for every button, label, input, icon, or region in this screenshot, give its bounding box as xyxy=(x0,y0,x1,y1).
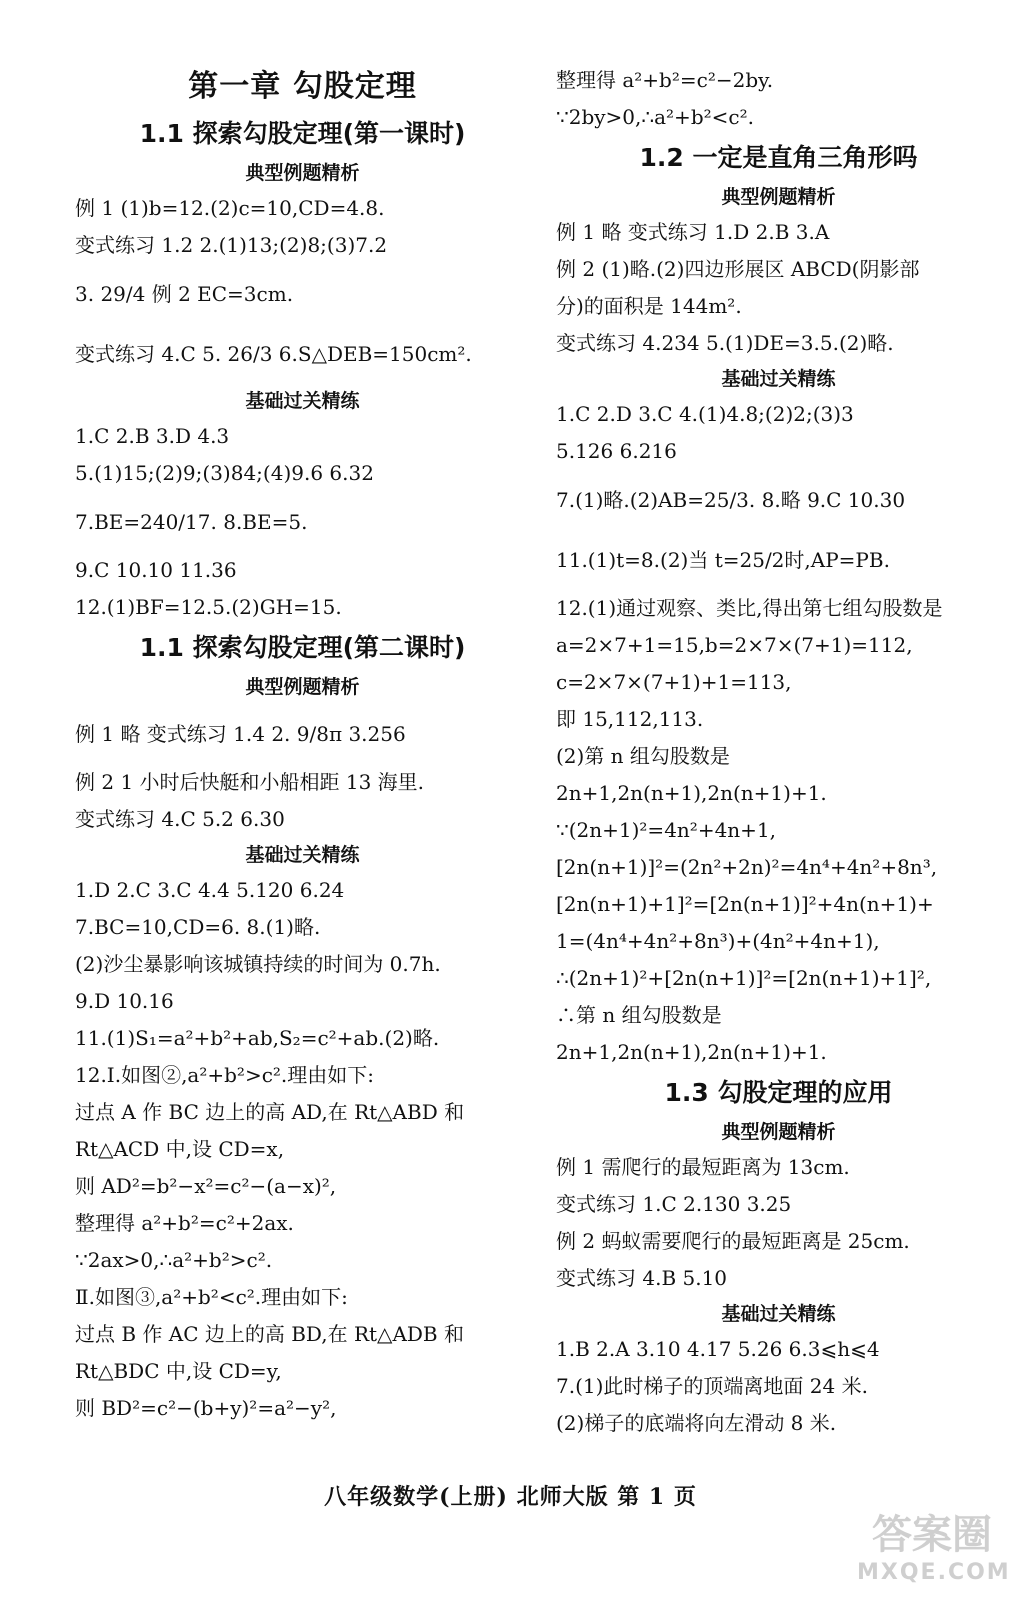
subsection-heading: 典型例题精析 xyxy=(721,1121,836,1143)
right-answer-line: 2n+1,2n(n+1),2n(n+1)+1. xyxy=(556,1040,827,1064)
section-title: 1.1 探索勾股定理(第一课时) xyxy=(139,119,466,148)
left-answer-line: 例 1 (1)b=12.(2)c=10,CD=4.8. xyxy=(75,196,385,220)
left-answer-line: Rt△BDC 中,设 CD=y, xyxy=(75,1359,282,1383)
right-answer-line: 11.(1)t=8.(2)当 t=25/2时,AP=PB. xyxy=(556,548,890,572)
right-answer-line: ∵2by>0,∴a²+b²<c². xyxy=(556,105,754,129)
right-answer-line: 变式练习 1.C 2.130 3.25 xyxy=(556,1192,792,1216)
left-answer-line: Ⅱ.如图③,a²+b²<c².理由如下: xyxy=(75,1285,348,1309)
right-answer-line: 例 1 略 变式练习 1.D 2.B 3.A xyxy=(556,220,830,244)
left-answer-line: 则 BD²=c²−(b+y)²=a²−y², xyxy=(75,1396,337,1420)
chapter-title: 第一章 勾股定理 xyxy=(188,69,417,104)
watermark-text: 答案圈 xyxy=(872,1512,992,1558)
right-answer-line: 例 1 需爬行的最短距离为 13cm. xyxy=(556,1155,850,1179)
left-answer-line: 12.Ⅰ.如图②,a²+b²>c².理由如下: xyxy=(75,1063,375,1087)
page-footer: 八年级数学(上册) 北师大版 第 1 页 xyxy=(324,1484,697,1510)
right-answer-line: 5.126 6.216 xyxy=(556,439,677,463)
subsection-heading: 基础过关精练 xyxy=(721,368,836,390)
left-answer-line: 11.(1)S₁=a²+b²+ab,S₂=c²+ab.(2)略. xyxy=(75,1026,440,1050)
section-title: 1.2 一定是直角三角形吗 xyxy=(639,143,918,172)
right-answer-line: 1.B 2.A 3.10 4.17 5.26 6.3⩽h⩽4 xyxy=(556,1337,880,1361)
subsection-heading: 典型例题精析 xyxy=(721,186,836,208)
left-answer-line: (2)沙尘暴影响该城镇持续的时间为 0.7h. xyxy=(75,952,441,976)
right-answer-line: (2)第 n 组勾股数是 xyxy=(556,744,730,768)
left-answer-line: ∵2ax>0,∴a²+b²>c². xyxy=(75,1248,273,1272)
watermark-logo xyxy=(857,1510,1011,1594)
right-answer-line: 即 15,112,113. xyxy=(556,707,704,731)
right-answer-line: 7.(1)略.(2)AB=25/3. 8.略 9.C 10.30 xyxy=(556,488,906,512)
left-answer-line: 1.C 2.B 3.D 4.3 xyxy=(75,424,230,448)
left-answer-line: 7.BC=10,CD=6. 8.(1)略. xyxy=(75,915,321,939)
right-answer-line: 变式练习 4.B 5.10 xyxy=(556,1266,728,1290)
left-answer-line: 12.(1)BF=12.5.(2)GH=15. xyxy=(75,595,342,619)
left-answer-line: 变式练习 4.C 5.2 6.30 xyxy=(75,807,285,831)
section-title: 1.1 探索勾股定理(第二课时) xyxy=(139,633,466,662)
subsection-heading: 基础过关精练 xyxy=(721,1303,836,1325)
right-answer-line: 例 2 (1)略.(2)四边形展区 ABCD(阴影部 xyxy=(556,257,920,281)
left-column xyxy=(75,62,530,1427)
left-answer-line: 整理得 a²+b²=c²+2ax. xyxy=(75,1211,294,1235)
left-answer-line: 3. 29/4 例 2 EC=3cm. xyxy=(75,282,294,306)
left-answer-line: 1.D 2.C 3.C 4.4 5.120 6.24 xyxy=(75,878,345,902)
subsection-heading: 基础过关精练 xyxy=(245,390,360,412)
left-answer-line: 7.BE=240/17. 8.BE=5. xyxy=(75,510,308,534)
subsection-heading: 典型例题精析 xyxy=(245,676,360,698)
left-answer-line: 9.C 10.10 11.36 xyxy=(75,558,237,582)
left-answer-line: 则 AD²=b²−x²=c²−(a−x)², xyxy=(75,1174,337,1198)
left-answer-line: 过点 B 作 AC 边上的高 BD,在 Rt△ADB 和 xyxy=(75,1322,464,1346)
left-answer-line: 变式练习 1.2 2.(1)13;(2)8;(3)7.2 xyxy=(75,233,388,257)
right-answer-line: 2n+1,2n(n+1),2n(n+1)+1. xyxy=(556,781,827,805)
right-answer-line: a=2×7+1=15,b=2×7×(7+1)=112, xyxy=(556,633,913,657)
left-answer-line: 例 1 略 变式练习 1.4 2. 9/8π 3.256 xyxy=(75,722,406,746)
right-answer-line: 整理得 a²+b²=c²−2by. xyxy=(556,68,774,92)
right-answer-line: 7.(1)此时梯子的顶端离地面 24 米. xyxy=(556,1374,868,1398)
watermark-url: MXQE.COM xyxy=(857,1560,1011,1585)
left-answer-line: 5.(1)15;(2)9;(3)84;(4)9.6 6.32 xyxy=(75,461,374,485)
right-answer-line: ∴第 n 组勾股数是 xyxy=(556,1003,722,1027)
left-answer-line: 例 2 1 小时后快艇和小船相距 13 海里. xyxy=(75,770,425,794)
right-answer-line: ∵(2n+1)²=4n²+4n+1, xyxy=(556,818,777,842)
right-column xyxy=(556,62,1001,1442)
right-answer-line: (2)梯子的底端将向左滑动 8 米. xyxy=(556,1411,837,1435)
left-answer-line: 过点 A 作 BC 边上的高 AD,在 Rt△ABD 和 xyxy=(75,1100,465,1124)
right-answer-line: [2n(n+1)+1]²=[2n(n+1)]²+4n(n+1)+ xyxy=(556,892,934,916)
right-answer-line: 12.(1)通过观察、类比,得出第七组勾股数是 xyxy=(556,596,943,620)
left-answer-line: Rt△ACD 中,设 CD=x, xyxy=(75,1137,285,1161)
left-answer-line: 变式练习 4.C 5. 26/3 6.S△DEB=150cm². xyxy=(75,342,472,366)
right-answer-line: [2n(n+1)]²=(2n²+2n)²=4n⁴+4n²+8n³, xyxy=(556,855,938,879)
right-answer-line: 例 2 蚂蚁需要爬行的最短距离是 25cm. xyxy=(556,1229,910,1253)
right-answer-line: c=2×7×(7+1)+1=113, xyxy=(556,670,792,694)
right-answer-line: ∴(2n+1)²+[2n(n+1)]²=[2n(n+1)+1]², xyxy=(556,966,932,990)
subsection-heading: 基础过关精练 xyxy=(245,844,360,866)
right-answer-line: 变式练习 4.234 5.(1)DE=3.5.(2)略. xyxy=(556,331,894,355)
left-answer-line: 9.D 10.16 xyxy=(75,989,174,1013)
subsection-heading: 典型例题精析 xyxy=(245,162,360,184)
right-answer-line: 1=(4n⁴+4n²+8n³)+(4n²+4n+1), xyxy=(556,929,880,953)
right-answer-line: 分)的面积是 144m². xyxy=(556,294,742,318)
section-title: 1.3 勾股定理的应用 xyxy=(664,1078,893,1107)
right-answer-line: 1.C 2.D 3.C 4.(1)4.8;(2)2;(3)3 xyxy=(556,402,854,426)
